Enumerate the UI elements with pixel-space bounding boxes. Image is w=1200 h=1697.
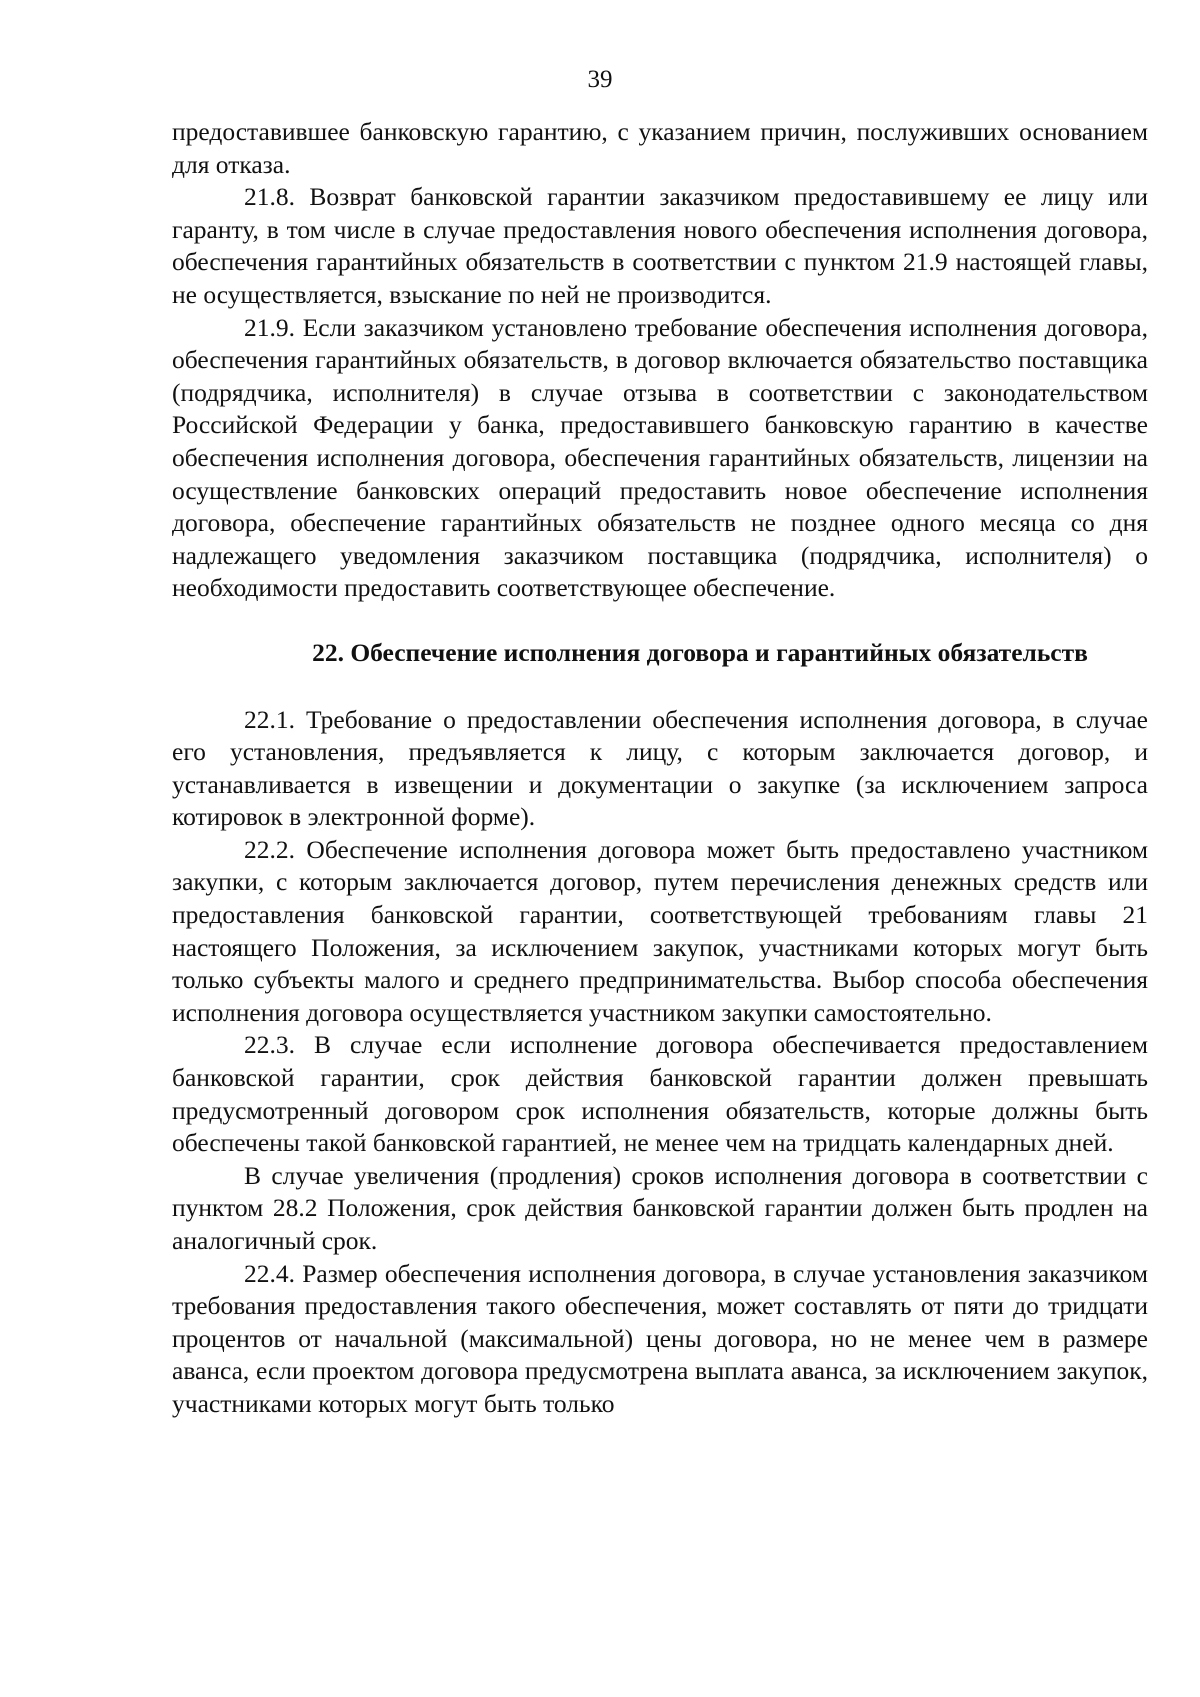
paragraph-22-4: 22.4. Размер обеспечения исполнения договора, в случае установления заказчиком требования предоставления такого обеспечения, может составлять от пяти до тридцати процентов от начальной (максимальной) цены договора, но не менее чем в размере аванса, если проектом договора предусмотрена выплата аванса, за исключением закупок, участниками которых могут быть только: [172, 1258, 1148, 1418]
document-body: [172, 116, 1148, 1421]
paragraph-21-9: 21.9. Если заказчиком установлено требование обеспечения исполнения договора, обеспечения гарантийных обязательств, в договор включается обязательство поставщика (подрядчика, исполнителя) в случае отзыва в соответствии с законодательством Российской Федерации у банка, предоставившего банковскую гарантию в качестве обеспечения исполнения договора, обеспечения гарантийных обязательств, лицензии на осуществление банковских операций предоставить новое обеспечение исполнения договора, обеспечение гарантийных обязательств не позднее одного месяца со дня надлежащего уведомления заказчиком поставщика (подрядчика, исполнителя) о необходимости предоставить соответствующее обеспечение.: [172, 312, 1148, 603]
paragraph-continuation: предоставившее банковскую гарантию, с указанием причин, послуживших основанием для отказа.: [172, 117, 1148, 179]
paragraph-22-2: 22.2. Обеспечение исполнения договора может быть предоставлено участником закупки, с которым заключается договор, путем перечисления денежных средств или предоставления банковской гарантии, соответствующей требованиям главы 21 настоящего Положения, за исключением закупок, участниками которых могут быть только субъекты малого и среднего предпринимательства. Выбор способа обеспечения исполнения договора осуществляется участником закупки самостоятельно.: [172, 834, 1148, 1027]
paragraph-22-3-extension: В случае увеличения (продления) сроков исполнения договора в соответствии с пунктом 28.2 Положения, срок действия банковской гарантии должен быть продлен на аналогичный срок.: [172, 1160, 1148, 1255]
paragraph-22-1: 22.1. Требование о предоставлении обеспечения исполнения договора, в случае его установления, предъявляется к лицу, с которым заключается договор, и устанавливается в извещении и документации о закупке (за исключением запроса котировок в электронной форме).: [172, 704, 1148, 832]
paragraph-22-3: 22.3. В случае если исполнение договора обеспечивается предоставлением банковской гарантии, срок действия банковской гарантии должен превышать предусмотренный договором срок исполнения обязательств, которые должны быть обеспечены такой банковской гарантией, не менее чем на тридцать календарных дней.: [172, 1030, 1148, 1158]
page-number: 39: [587, 66, 613, 93]
section-heading: 22. Обеспечение исполнения договора и гарантийных обязательств: [312, 637, 1088, 667]
paragraph-21-8: 21.8. Возврат банковской гарантии заказчиком предоставившему ее лицу или гаранту, в том числе в случае предоставления нового обеспечения исполнения договора, обеспечения гарантийных обязательств в соответствии с пунктом 21.9 настоящей главы, не осуществляется, взыскание по ней не производится.: [172, 182, 1148, 309]
